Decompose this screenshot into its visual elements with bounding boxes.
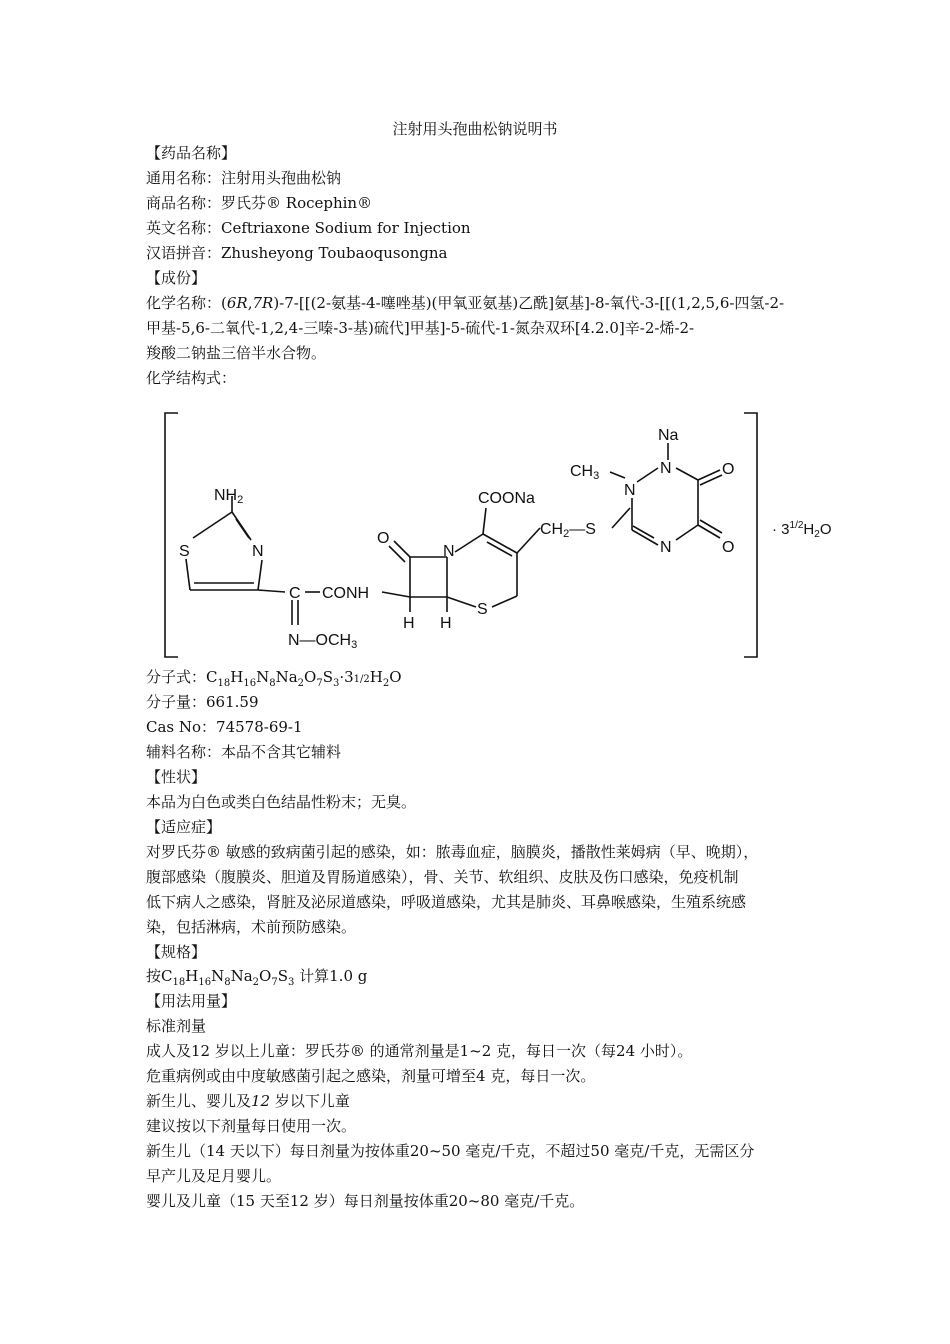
label-h1: H xyxy=(403,615,415,632)
stereo-7r: 7R xyxy=(252,294,274,312)
label-c: C xyxy=(289,585,301,602)
document-title: 注射用头孢曲松钠说明书 xyxy=(392,120,558,138)
label-o1: O xyxy=(722,461,735,478)
english-name: 英文名称：Ceftriaxone Sodium for Injection xyxy=(146,219,471,237)
dosage-suggest: 建议按以下剂量每日使用一次。 xyxy=(146,1117,357,1135)
label-o2: O xyxy=(722,539,735,556)
chemical-name-line-1 xyxy=(146,293,784,313)
formula-label: 分子式： xyxy=(146,668,207,686)
section-indications: 【适应症】 xyxy=(146,818,222,836)
generic-name: 通用名称：注射用头孢曲松钠 xyxy=(146,169,342,187)
stereo-6r: 6R xyxy=(226,294,248,312)
chemical-name-prefix: 化学名称：( xyxy=(146,294,227,312)
section-composition: 【成份】 xyxy=(146,269,207,287)
label-coona: COONa xyxy=(478,490,535,507)
label-ch3: CH3 xyxy=(570,463,600,482)
trade-name: 商品名称：罗氏芬® Rocephin® xyxy=(146,194,373,212)
label-na: Na xyxy=(658,427,679,444)
section-description: 【性状】 xyxy=(146,768,207,786)
children-a: 新生儿、婴儿及 xyxy=(146,1092,252,1110)
label-s-ring: S xyxy=(477,601,488,618)
indications-line: 染，包括淋病，术前预防感染。 xyxy=(146,918,357,936)
label-o-lactam: O xyxy=(377,530,390,547)
label-n-top: N xyxy=(660,460,672,477)
indications-line: 低下病人之感染，肾脏及泌尿道感染，呼吸道感染，尤其是肺炎、耳鼻喉感染，生殖系统感 xyxy=(146,893,747,911)
label-n1: N xyxy=(624,482,636,499)
spec-prefix: 按 xyxy=(146,967,162,985)
chemical-structure xyxy=(140,405,860,665)
section-specification: 【规格】 xyxy=(146,943,207,961)
label-n-thiazole: N xyxy=(252,543,264,560)
molecular-formula: 分子式：$C_{18}H_{16}N_8Na_2O_7S_3\cdot 31/2H_2O$ xyxy=(146,668,402,689)
stereo-comma: , xyxy=(247,294,253,312)
label-hydrate: · $3^{1/2}H_2O$ xyxy=(772,520,832,540)
specification-text: 按$C_{18}H_{16}N_8Na_2O_7S_3$ 计算1.0 g xyxy=(146,967,368,988)
indications-line: 腹部感染（腹膜炎、胆道及胃肠道感染），骨、关节、软组织、皮肤及伤口感染，免疫机制 xyxy=(146,868,739,886)
molecular-weight: 分子量：661.59 xyxy=(146,693,259,711)
label-ch2s: CH2—S xyxy=(540,521,596,540)
dosage-standard: 标准剂量 xyxy=(146,1017,207,1035)
label-h2: H xyxy=(440,615,452,632)
excipients: 辅料名称：本品不含其它辅料 xyxy=(146,743,342,761)
spec-suffix: 计算1.0 g xyxy=(294,967,368,985)
pinyin-name: 汉语拼音：Zhusheyong Toubaoqusongna xyxy=(146,244,448,262)
indications-line: 对罗氏芬® 敏感的致病菌引起的感染，如：脓毒血症，脑膜炎，播散性莱姆病（早、晚期）， xyxy=(146,843,759,861)
label-n2: N xyxy=(660,539,672,556)
chemical-name-line-2: 甲基-5,6-二氧代-1,2,4-三嗪-3-基)硫代]甲基]-5-硫代-1-氮杂双环[4.2.0]辛-2-烯-2- xyxy=(146,319,695,337)
children-c: 岁以下儿童 xyxy=(270,1092,350,1110)
dosage-children-heading xyxy=(146,1091,350,1111)
structure-label: 化学结构式： xyxy=(146,369,237,387)
label-conh: CONH xyxy=(322,585,370,602)
chemical-name-rest: )-7-[[(2-氨基-4-噻唑基)(甲氧亚氨基)乙酰]氨基]-8-氧代-3-[[(1,2,5,6-四氢-2- xyxy=(273,294,785,312)
dosage-adults: 成人及12 岁以上儿童：罗氏芬® 的通常剂量是1~2 克，每日一次（每24 小时）。 xyxy=(146,1042,693,1060)
description-text: 本品为白色或类白色结晶性粉末；无臭。 xyxy=(146,793,417,811)
label-n-och3: N—OCH3 xyxy=(288,632,358,651)
children-b: 12 xyxy=(251,1092,271,1110)
section-dosage: 【用法用量】 xyxy=(146,992,237,1010)
dosage-infant: 婴儿及儿童（15 天至12 岁）每日剂量按体重20~80 毫克/千克。 xyxy=(146,1192,585,1210)
label-n-ring: N xyxy=(443,543,455,560)
chemical-name-line-3: 羧酸二钠盐三倍半水合物。 xyxy=(146,344,327,362)
dosage-neonate-2: 早产儿及足月婴儿。 xyxy=(146,1167,282,1185)
section-drug-name: 【药品名称】 xyxy=(146,144,237,162)
label-nh2: NH2 xyxy=(214,487,244,506)
label-s-thiazole: S xyxy=(179,543,190,560)
dosage-severe: 危重病例或由中度敏感菌引起之感染，剂量可增至4 克，每日一次。 xyxy=(146,1067,596,1085)
cas-number: Cas No：74578-69-1 xyxy=(146,718,303,736)
dosage-neonate-1: 新生儿（14 天以下）每日剂量为按体重20~50 毫克/千克，不超过50 毫克/千克，无需区分 xyxy=(146,1142,755,1160)
